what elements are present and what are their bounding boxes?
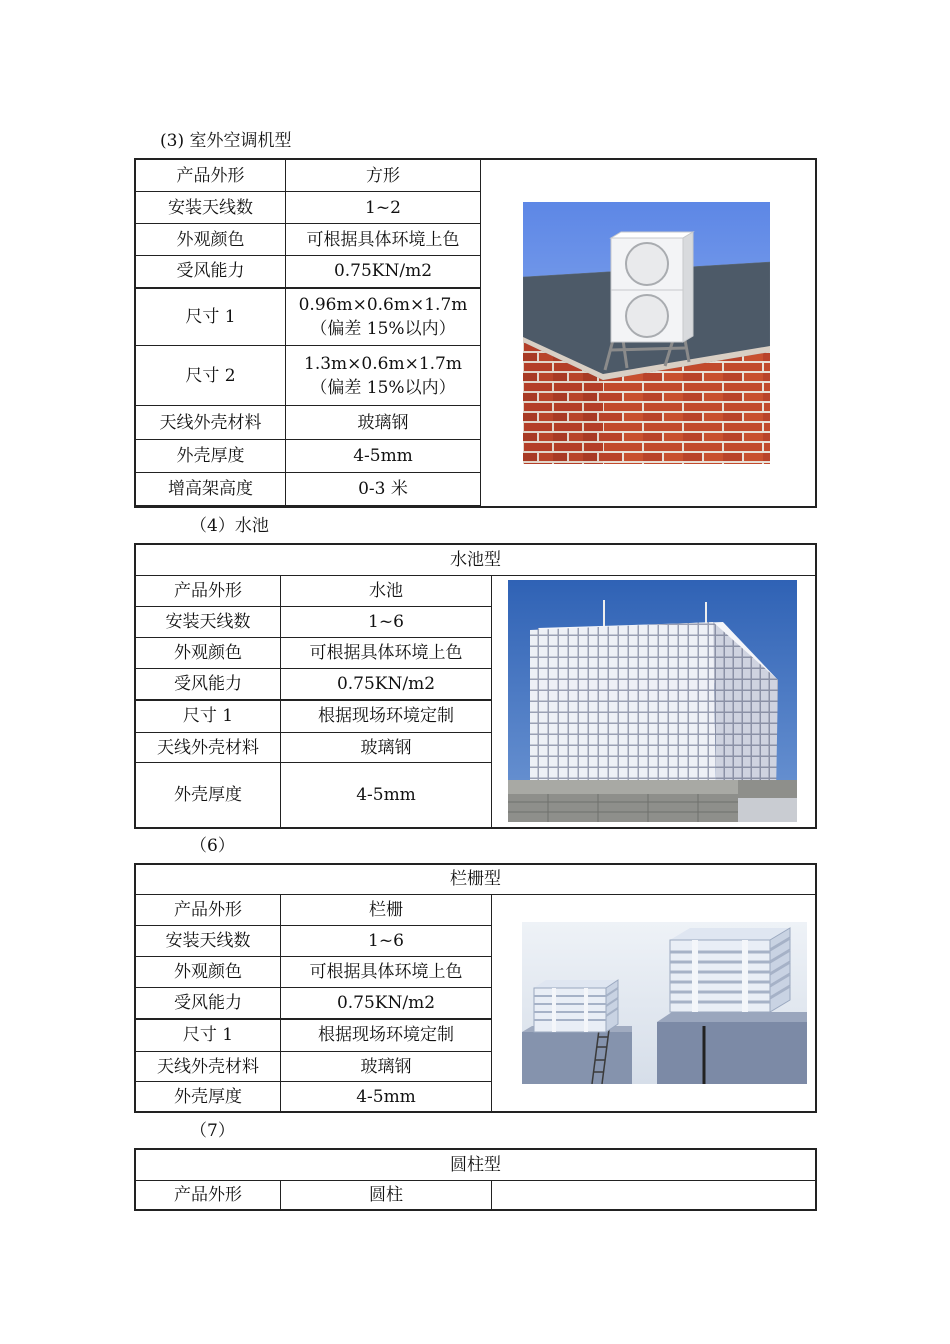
table-row — [136, 733, 492, 763]
spec-value-note: （偏差 15%以内） — [310, 318, 456, 339]
spec-value: 玻璃钢 — [281, 733, 492, 763]
spec-label: 受风能力 — [136, 988, 281, 1019]
fence-spec-table — [135, 894, 492, 1112]
spec-value: 方形 — [286, 160, 481, 192]
table-row — [136, 763, 492, 828]
spec-value: 4-5mm — [281, 1082, 492, 1112]
table-row — [136, 1082, 492, 1112]
table-row — [136, 256, 481, 288]
section-heading: （6） — [190, 836, 235, 856]
spec-label: 受风能力 — [136, 256, 286, 288]
spec-label: 外壳厚度 — [136, 440, 286, 473]
spec-label: 尺寸 1 — [136, 1019, 281, 1052]
fence-enclosure-photo — [522, 922, 807, 1084]
spec-label: 增高架高度 — [136, 473, 286, 506]
table-row — [136, 288, 481, 346]
spec-label: 安装天线数 — [136, 607, 281, 638]
cylinder-spec-table — [135, 1180, 492, 1210]
spec-label: 外观颜色 — [136, 224, 286, 256]
spec-value-line: 0.96m×0.6m×1.7m — [298, 294, 468, 315]
spec-label: 受风能力 — [136, 669, 281, 700]
spec-label: 尺寸 1 — [136, 288, 286, 346]
ac-spec-table — [135, 159, 481, 506]
spec-value: 4-5mm — [281, 763, 492, 828]
table-row — [136, 988, 492, 1019]
spec-label: 外观颜色 — [136, 638, 281, 669]
spec-value: 1~2 — [286, 192, 481, 224]
table-row — [136, 346, 481, 406]
spec-label: 外壳厚度 — [136, 1082, 281, 1112]
spec-value: 圆柱 — [281, 1181, 492, 1210]
table-row — [136, 192, 481, 224]
section-heading: (3) 室外空调机型 — [160, 131, 292, 151]
table-row — [136, 926, 492, 957]
spec-label: 尺寸 2 — [136, 346, 286, 406]
spec-value: 0.75KN/m2 — [286, 256, 481, 288]
table-row — [136, 895, 492, 926]
spec-label: 外观颜色 — [136, 957, 281, 988]
spec-value: 4-5mm — [286, 440, 481, 473]
water-tank-photo — [508, 580, 797, 822]
spec-label: 产品外形 — [136, 895, 281, 926]
spec-label: 天线外壳材料 — [136, 406, 286, 440]
table-row — [136, 669, 492, 700]
table-title: 水池型 — [136, 545, 815, 576]
spec-value: 可根据具体环境上色 — [281, 957, 492, 988]
spec-value: 0-3 米 — [286, 473, 481, 506]
table-row — [136, 957, 492, 988]
spec-label: 天线外壳材料 — [136, 733, 281, 763]
spec-value: 1~6 — [281, 926, 492, 957]
spec-label: 安装天线数 — [136, 926, 281, 957]
ac-unit-photo — [523, 202, 770, 464]
table-row — [136, 473, 481, 506]
spec-label: 外壳厚度 — [136, 763, 281, 828]
table-row — [136, 440, 481, 473]
table-row — [136, 607, 492, 638]
table-row — [136, 638, 492, 669]
table-row — [136, 1181, 492, 1210]
section-heading: （4）水池 — [190, 516, 269, 536]
table-row — [136, 1019, 492, 1052]
table-row — [136, 1052, 492, 1082]
pool-spec-table — [135, 575, 492, 828]
spec-value-note: （偏差 15%以内） — [310, 377, 456, 398]
table-row — [136, 576, 492, 607]
table-title: 栏栅型 — [136, 865, 815, 895]
table-row — [136, 700, 492, 733]
spec-value-line: 1.3m×0.6m×1.7m — [304, 353, 462, 374]
section-heading: （7） — [190, 1121, 235, 1141]
spec-value — [286, 346, 481, 406]
spec-value: 栏栅 — [281, 895, 492, 926]
spec-label: 尺寸 1 — [136, 700, 281, 733]
spec-label: 产品外形 — [136, 160, 286, 192]
spec-label: 产品外形 — [136, 576, 281, 607]
spec-value: 玻璃钢 — [281, 1052, 492, 1082]
table-row — [136, 160, 481, 192]
table-title: 圆柱型 — [136, 1150, 815, 1181]
spec-value: 水池 — [281, 576, 492, 607]
spec-value: 玻璃钢 — [286, 406, 481, 440]
spec-value — [286, 288, 481, 346]
spec-value: 根据现场环境定制 — [281, 1019, 492, 1052]
spec-value: 1~6 — [281, 607, 492, 638]
spec-label: 产品外形 — [136, 1181, 281, 1210]
table-row — [136, 224, 481, 256]
spec-label: 安装天线数 — [136, 192, 286, 224]
spec-value: 0.75KN/m2 — [281, 988, 492, 1019]
table-row — [136, 406, 481, 440]
spec-value: 根据现场环境定制 — [281, 700, 492, 733]
spec-label: 天线外壳材料 — [136, 1052, 281, 1082]
spec-value: 可根据具体环境上色 — [281, 638, 492, 669]
spec-value: 0.75KN/m2 — [281, 669, 492, 700]
spec-value: 可根据具体环境上色 — [286, 224, 481, 256]
